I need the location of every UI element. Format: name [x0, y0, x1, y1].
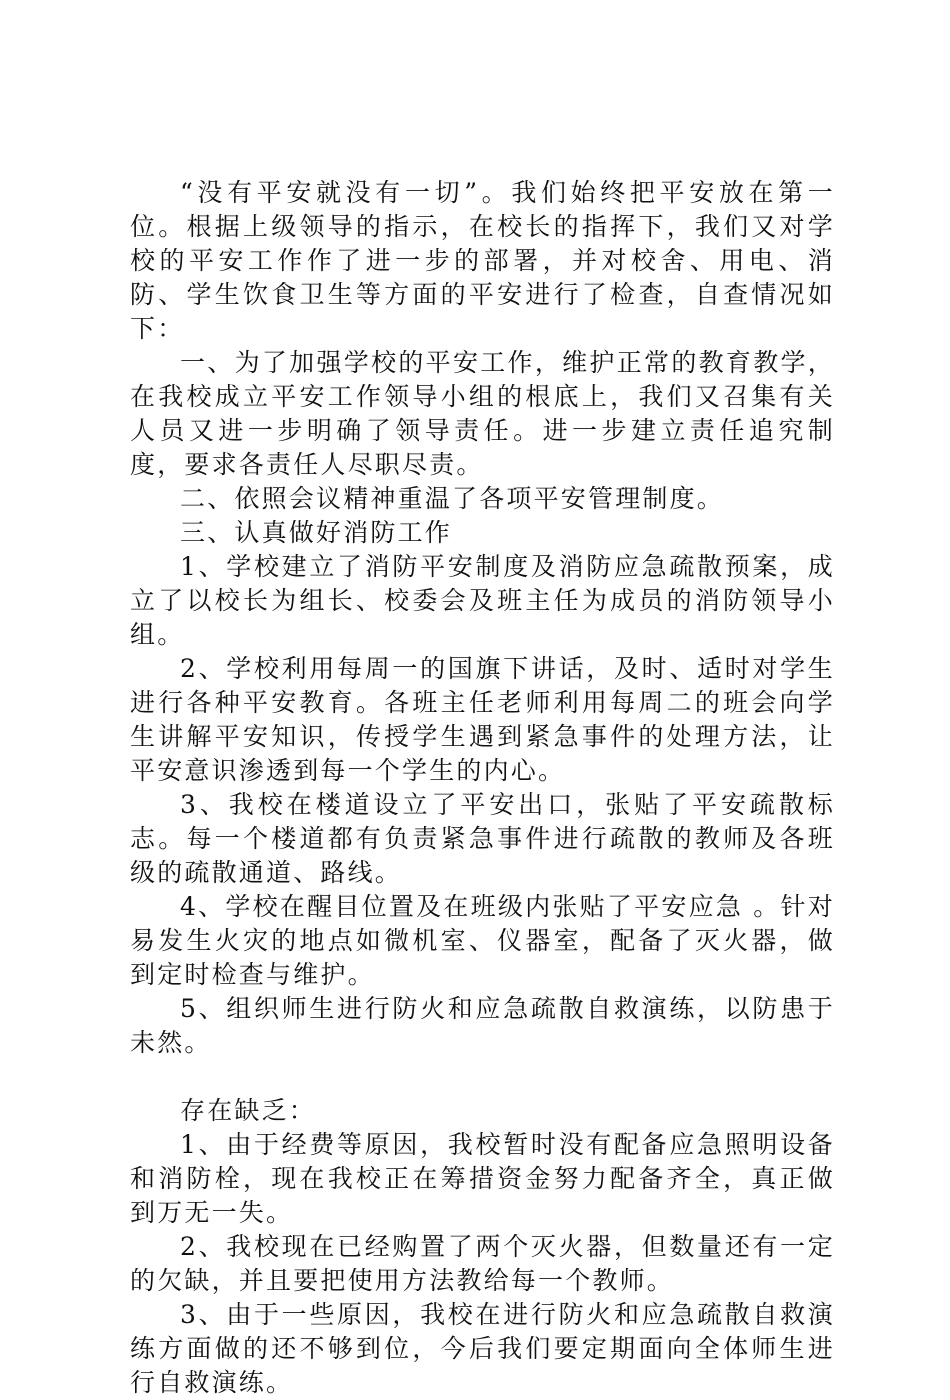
intro-paragraph: “没有平安就没有一切”。我们始终把平安放在第一位。根据上级领导的指示，在校长的指挥下，我们又对学校的平安工作作了进一步的部署，并对校舍、用电、消防、学生饮食卫生等方面的平安进行了检查，自查情况如下： — [130, 178, 835, 343]
shortcoming-item-2: 2、我校现在已经购置了两个灭火器，但数量还有一定的欠缺，并且要把使用方法教给每一个教师。 — [130, 1232, 835, 1295]
fire-item-1: 1、学校建立了消防平安制度及消防应急疏散预案，成立了以校长为组长、校委会及班主任为成员的消防领导小组。 — [130, 552, 835, 649]
document-page — [130, 176, 835, 1400]
section-gap — [130, 1060, 835, 1094]
item-two-paragraph: 二、依照会议精神重温了各项平安管理制度。 — [180, 484, 725, 513]
fire-item-4: 4、学校在醒目位置及在班级内张贴了平安应急 。针对易发生火灾的地点如微机室、仪器室，配备了灭火器，做到定时检查与维护。 — [130, 892, 835, 989]
shortcoming-item-3: 3、由于一些原因，我校在进行防火和应急疏散自救演练方面做的还不够到位，今后我们要定期面向全体师生进行自救演练。 — [130, 1300, 835, 1397]
shortcomings-heading: 存在缺乏： — [180, 1096, 317, 1125]
shortcoming-item-1: 1、由于经费等原因，我校暂时没有配备应急照明设备和消防栓，现在我校正在筹措资金努力配备齐全，真正做到万无一失。 — [130, 1130, 835, 1227]
item-one-paragraph: 一、为了加强学校的平安工作，维护正常的教育教学，在我校成立平安工作领导小组的根底上，我们又召集有关人员又进一步明确了领导责任。进一步建立责任追究制度，要求各责任人尽职尽责。 — [130, 348, 835, 479]
fire-item-5: 5、组织师生进行防火和应急疏散自救演练，以防患于未然。 — [130, 994, 835, 1057]
fire-item-3: 3、我校在楼道设立了平安出口，张贴了平安疏散标志。每一个楼道都有负责紧急事件进行疏散的教师及各班级的疏散通道、路线。 — [130, 790, 835, 887]
fire-item-2: 2、学校利用每周一的国旗下讲话，及时、适时对学生进行各种平安教育。各班主任老师利用每周二的班会向学生讲解平安知识，传授学生遇到紧急事件的处理方法，让平安意识渗透到每一个学生的内心。 — [130, 654, 835, 785]
item-three-heading: 三、认真做好消防工作 — [180, 518, 453, 547]
